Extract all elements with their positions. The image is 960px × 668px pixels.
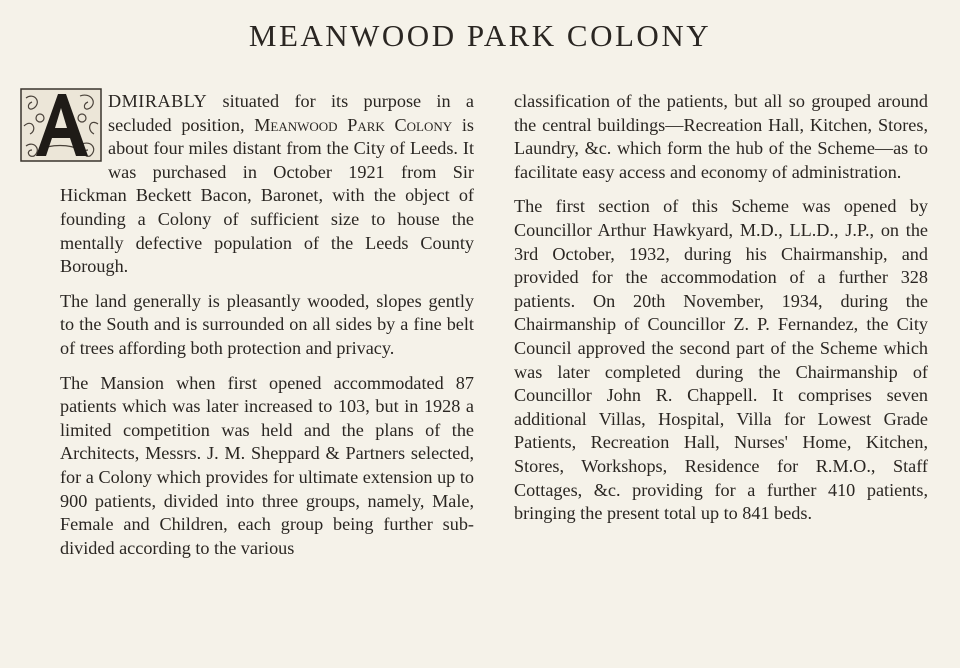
page-title: MEANWOOD PARK COLONY	[248, 18, 712, 53]
left-column	[60, 90, 474, 571]
paragraph-1	[60, 90, 474, 279]
paragraph-3: The Mansion when first opened accommodated 87 patients which was later increased to 103, but in 1928 a limited competition was held and the plans of the Architects, Messrs. J. M. Sheppard & Partners selected, for a Colony which provides for ultimate extension up to 900 patients, divided into three groups, namely, Male, Female and Children, each group being further sub-divided according to the various	[60, 372, 474, 558]
p1-text-b: is about four miles distant from the City of Leeds. It was purchased in October 1921 from Sir Hickman Beckett Bacon, Baronet, with the object of founding a Colony of sufficient size to house the mentally defective population of the Leeds County Borough.	[60, 114, 474, 277]
p1-text-a: situated for its purpose in a secluded position,	[108, 91, 474, 135]
paragraph-4: classification of the patients, but all so grouped around the central buildings—Recreation Hall, Kitchen, Stores, Laundry, &c. which form the hub of the Scheme—as to facilitate easy access and economy of administration.	[514, 91, 928, 182]
dropcap-lead-word: DMIRABLY	[108, 91, 208, 111]
paragraph-2: The land generally is pleasantly wooded, slopes gently to the South and is surrounded on all sides by a fine belt of trees affording both protection and privacy.	[60, 290, 474, 358]
colony-name-smallcaps: Meanwood Park Colony	[254, 114, 453, 135]
paragraph-5: The first section of this Scheme was opened by Councillor Arthur Hawkyard, M.D., LL.D., J.P., on the 3rd October, 1932, during his Chairmanship, and provided for the accommodation of a further 328 patients. On 20th November, 1934, during the Chairmanship of Councillor Z. P. Fernandez, the City Council approved the second part of the Scheme which was later completed during the Chairmanship of Councillor John R. Chappell. It comprises seven additional Villas, Hospital, Villa for Lowest Grade Patients, Recreation Hall, Nurses' Home, Kitchen, Stores, Workshops, Residence for R.M.O., Staff Cottages, &c. providing for a further 410 patients, bringing the present total up to 841 beds.	[514, 196, 928, 524]
ornate-dropcap-icon	[20, 88, 102, 162]
right-column	[514, 90, 928, 537]
